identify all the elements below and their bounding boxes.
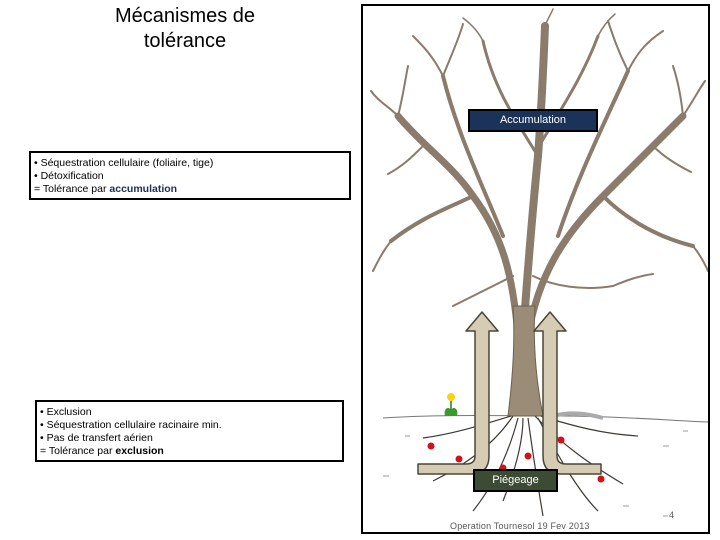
- footer-text: Operation Tournesol 19 Fev 2013: [450, 521, 590, 531]
- info-prefix: = Tolérance par: [40, 445, 116, 457]
- uptake-arrows: [418, 312, 601, 474]
- flower-icon: [445, 393, 458, 416]
- piegeage-label: Piégeage: [473, 469, 558, 492]
- tree-crown: [371, 9, 708, 336]
- info-line: [34, 183, 346, 196]
- info-line: • Séquestration cellulaire racinaire min.: [40, 419, 222, 431]
- accumulation-info-box: [29, 151, 351, 200]
- page-number: 4: [669, 510, 675, 520]
- exclusion-info-box: [35, 400, 344, 462]
- info-emphasis: accumulation: [109, 183, 178, 195]
- info-line: • Séquestration cellulaire (foliaire, tige): [34, 157, 214, 169]
- info-line: • Détoxification: [34, 170, 104, 182]
- info-emphasis: exclusion: [115, 445, 164, 457]
- tree-diagram: [363, 6, 710, 534]
- info-line: • Exclusion: [40, 406, 92, 418]
- tree-illustration-panel: [361, 4, 710, 534]
- tree-trunk: [508, 306, 543, 416]
- slide-title: Mécanismes de tolérance: [114, 5, 256, 52]
- accumulation-label: Accumulation: [468, 109, 598, 132]
- info-line: • Pas de transfert aérien: [40, 432, 153, 444]
- info-prefix: = Tolérance par: [34, 183, 110, 195]
- info-line: [40, 445, 339, 458]
